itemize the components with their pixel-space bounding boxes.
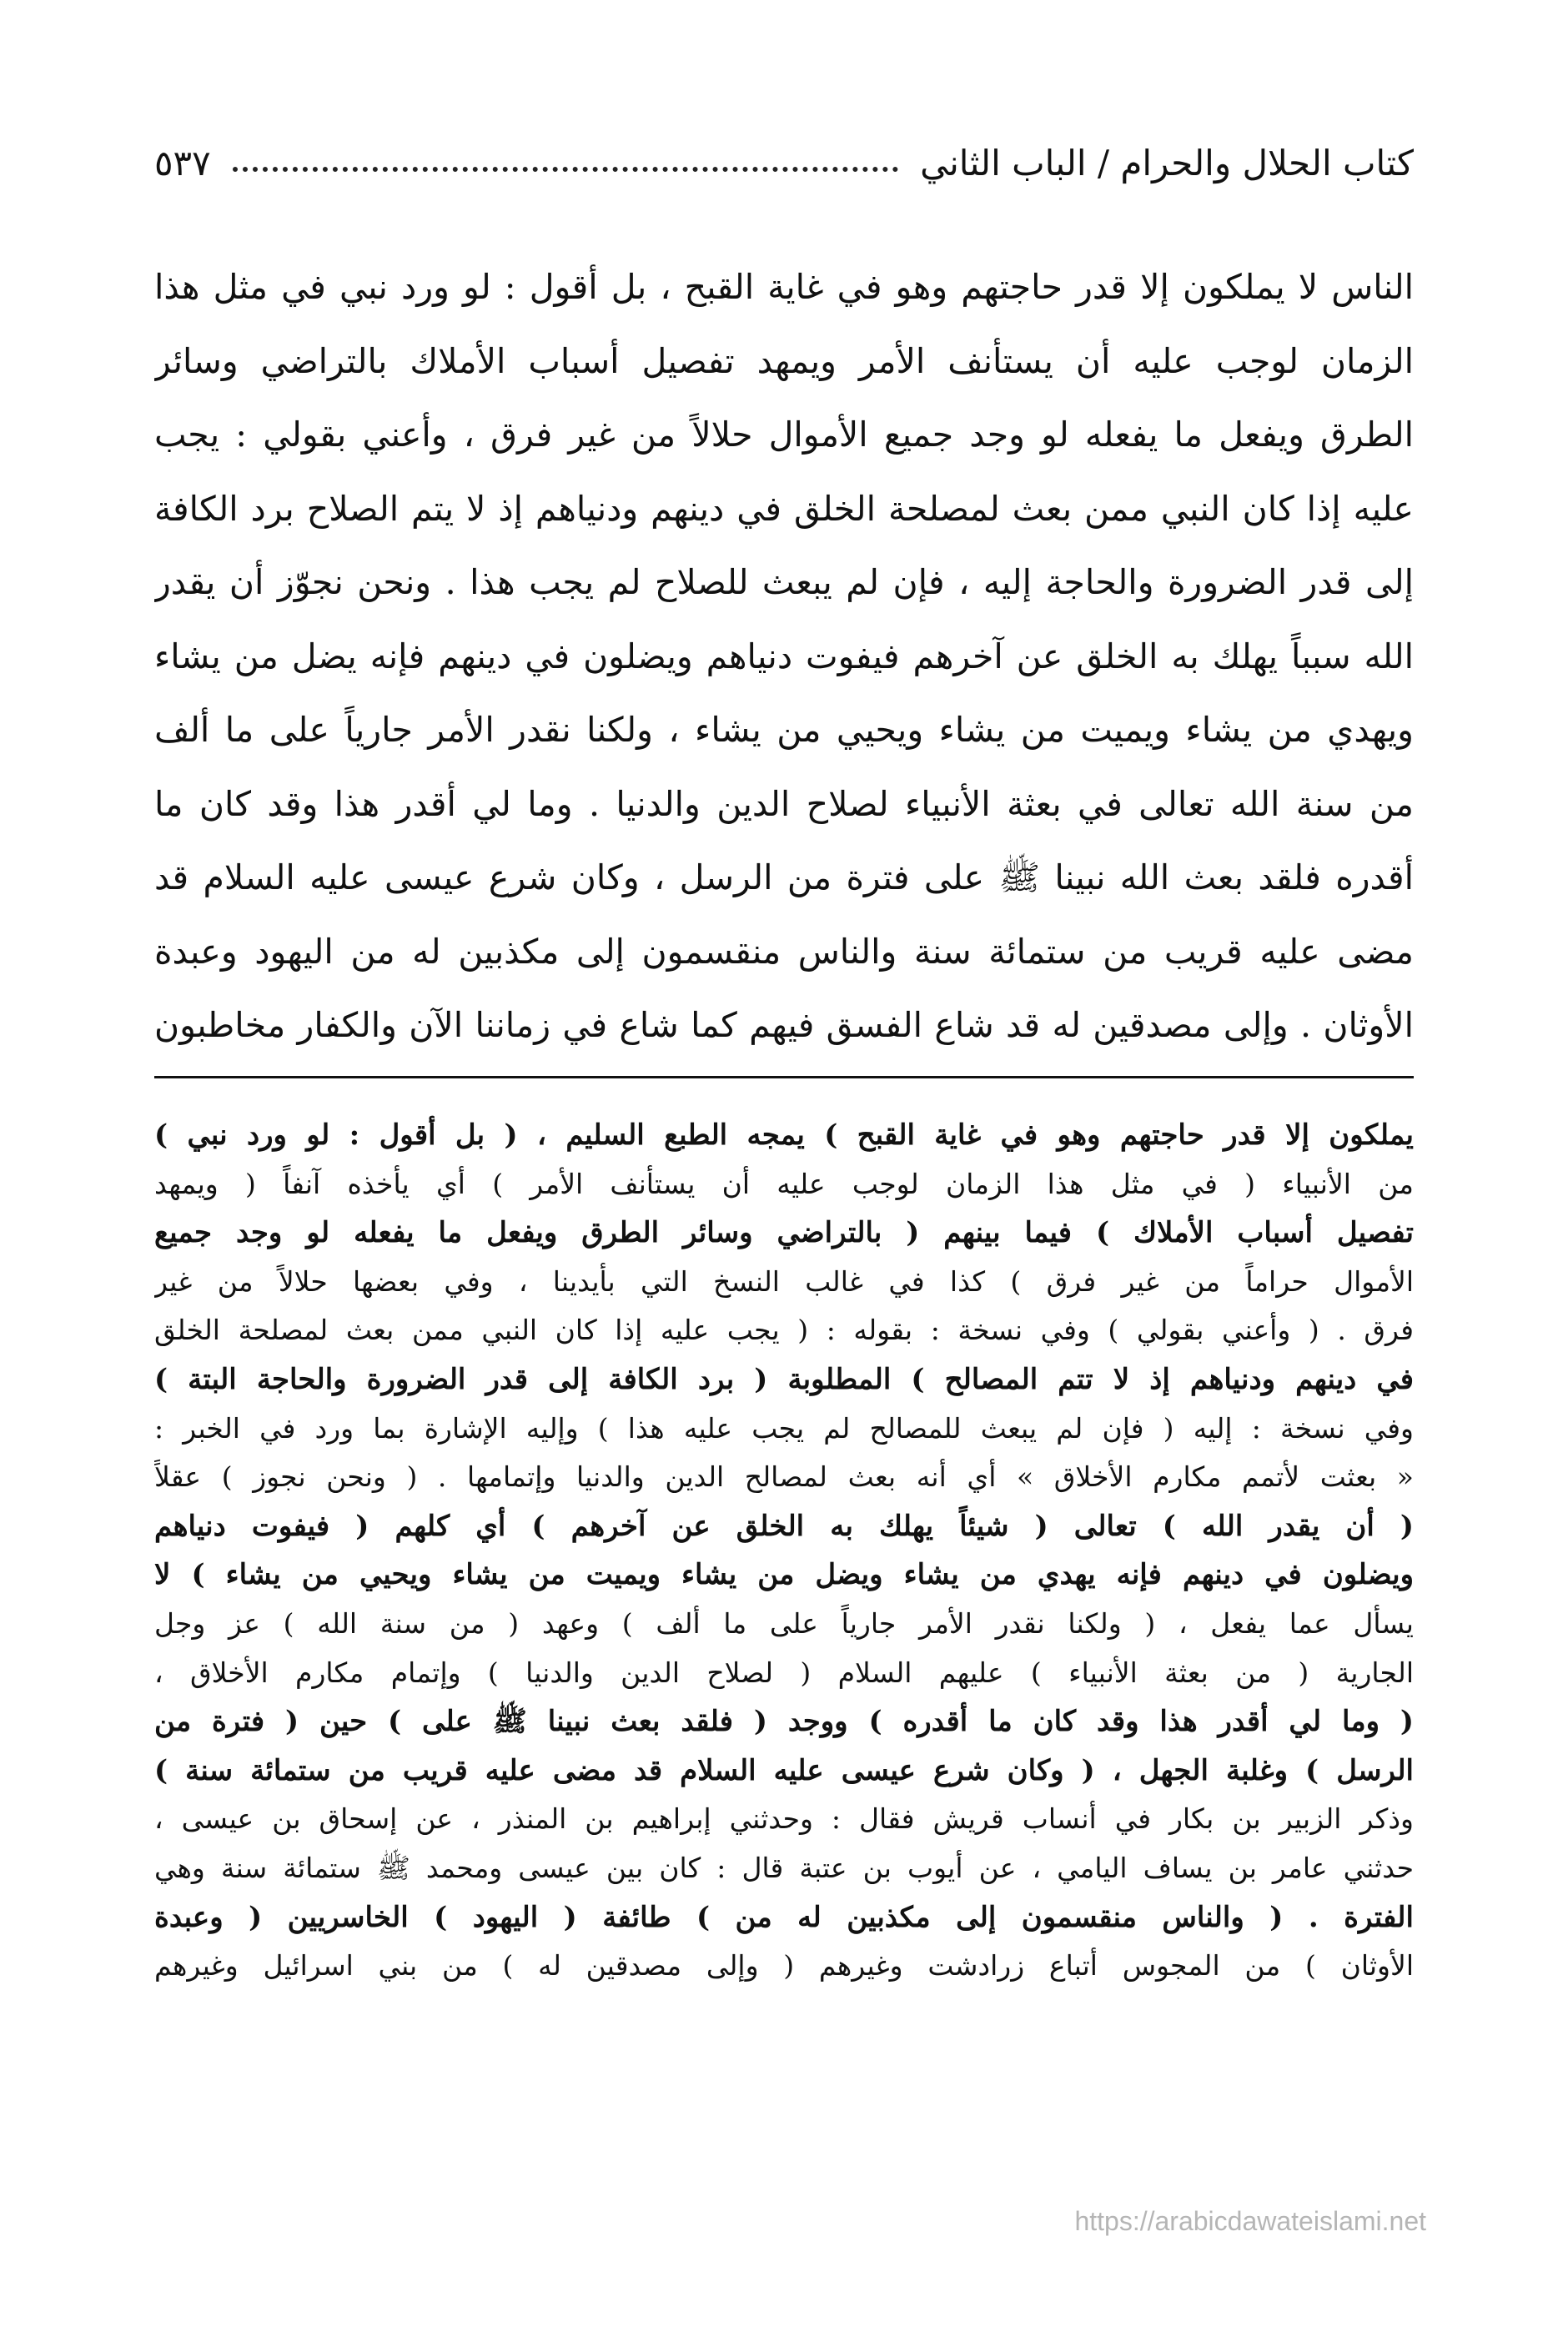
commentary-line: وفي نسخة : إليه ( فإن لم يبعث للمصالح لم يجب عليه هذا ) وإليه الإشارة بما ورد في الخبر : [154,1411,1414,1445]
main-text-line: مضى عليه قريب من ستمائة سنة والناس منقسمون إلى مكذبين له من اليهود وعبدة [154,931,1414,972]
commentary-line: حدثني عامر بن يساف اليامي ، عن أيوب بن عتبة قال : كان بين عيسى ومحمد ﷺ ستمائة سنة وهي [154,1851,1414,1884]
running-header [154,133,1414,192]
commentary-line: تفصيل أسباب الأملاك ) فيما بينهم ( بالتراضي وسائر الطرق ويفعل ما يفعله لو وجد جميع [154,1216,1414,1250]
main-text-line: أقدره فلقد بعث الله نبينا ﷺ على فترة من الرسل ، وكان شرع عيسى عليه السلام قد [154,857,1414,897]
leader-dots [233,167,898,172]
commentary-line: في دينهم ودنياهم إذ لا تتم المصالح ) المطلوبة ( برد الكافة إلى قدر الضرورة والحاجة البتة ) [154,1362,1414,1396]
main-text-line: الله سبباً يهلك به الخلق عن آخرهم فيفوت دنياهم ويضلون في دينهم فإنه يضل من يشاء [154,636,1414,676]
main-text-line: إلى قدر الضرورة والحاجة إليه ، فإن لم يبعث للصلاح لم يجب هذا . ونحن نجوّز أن يقدر [154,562,1414,602]
commentary-line: « بعثت لأتمم مكارم الأخلاق » أي أنه بعث لمصالح الدين والدنيا وإتمامها . ( ونحن نجوز ) عقلاً [154,1460,1414,1494]
commentary-line: الأوثان ) من المجوس أتباع زرادشت وغيرهم ( وإلى مصدقين له ) من بني اسرائيل وغيرهم [154,1949,1414,1983]
main-text-line: ويهدي من يشاء ويميت من يشاء ويحيي من يشاء ، ولكنا نقدر الأمر جارياً على ما ألف [154,710,1414,750]
commentary-line: الفترة . ( والناس منقسمون إلى مكذبين له من ) طائفة ( اليهود ) الخاسريين ( وعبدة [154,1900,1414,1934]
commentary-line: ( وما لي أقدر هذا وقد كان ما أقدره ) ووجد ( فلقد بعث نبينا ﷺ على ) حين ( فترة من [154,1705,1414,1739]
commentary-line: ويضلون في دينهم فإنه يهدي من يشاء ويضل من يشاء ويميت من يشاء ويحيي من يشاء ) لا [154,1558,1414,1592]
commentary-line: الأموال حراماً من غير فرق ) كذا في غالب النسخ التي بأيدينا ، وفي بعضها حلالاً من غير [154,1264,1414,1298]
main-text-line: الزمان لوجب عليه أن يستأنف الأمر ويمهد تفصيل أسباب الأملاك بالتراضي وسائر [154,340,1414,381]
main-text-line: الناس لا يملكون إلا قدر حاجتهم وهو في غاية القبح ، بل أقول : لو ورد نبي في مثل هذا [154,267,1414,307]
commentary-line: ( أن يقدر الله ) تعالى ( شيئاً يهلك به الخلق عن آخرهم ) أي كلهم ( فيفوت دنياهم [154,1509,1414,1543]
commentary-line: الجارية ( من بعثة الأنبياء ) عليهم السلام ( لصلاح الدين والدنيا ) وإتمام مكارم الأخلاق ، [154,1656,1414,1689]
chapter-title: كتاب الحلال والحرام / الباب الثاني [920,142,1414,183]
commentary-line: وذكر الزبير بن بكار في أنساب قريش فقال : وحدثني إبراهيم بن المنذر ، عن إسحاق بن عيسى ، [154,1802,1414,1836]
main-text-line: الطرق ويفعل ما يفعله لو وجد جميع الأموال حلالاً من غير فرق ، وأعني بقولي : يجب [154,415,1414,455]
page-number: ٥٣٧ [154,142,211,183]
main-text-line: من سنة الله تعالى في بعثة الأنبياء لصلاح الدين والدنيا . وما لي أقدر هذا وقد كان ما [154,783,1414,824]
commentary-line: فرق . ( وأعني بقولي ) وفي نسخة : بقوله : ( يجب عليه إذا كان النبي ممن بعث لمصلحة الخلق [154,1314,1414,1347]
commentary-line: يملكون إلا قدر حاجتهم وهو في غاية القبح ) يمجه الطبع السليم ، ( بل أقول : لو ورد نبي ) [154,1118,1414,1152]
footnote-divider [154,1076,1414,1078]
watermark-url: https://arabicdawateislami.net [1074,2206,1426,2236]
commentary-line: الرسل ) وغلبة الجهل ، ( وكان شرع عيسى عليه السلام قد مضى عليه قريب من ستمائة سنة ) [154,1753,1414,1787]
commentary-block [154,1111,1414,1991]
commentary-line: يسأل عما يفعل ، ( ولكنا نقدر الأمر جارياً على ما ألف ) وعهد ( من سنة الله ) عز وجل [154,1606,1414,1640]
main-text-block [154,250,1414,1063]
main-text-line: الأوثان . وإلى مصدقين له قد شاع الفسق فيهم كما شاع في زماننا الآن والكفار مخاطبون [154,1005,1414,1045]
commentary-line: من الأنبياء ( في مثل هذا الزمان لوجب عليه أن يستأنف الأمر ) أي يأخذه آنفاً ( ويمهد [154,1167,1414,1200]
main-text-line: عليه إذا كان النبي ممن بعث لمصلحة الخلق في دينهم ودنياهم إذ لا يتم الصلاح برد الكافة [154,488,1414,529]
